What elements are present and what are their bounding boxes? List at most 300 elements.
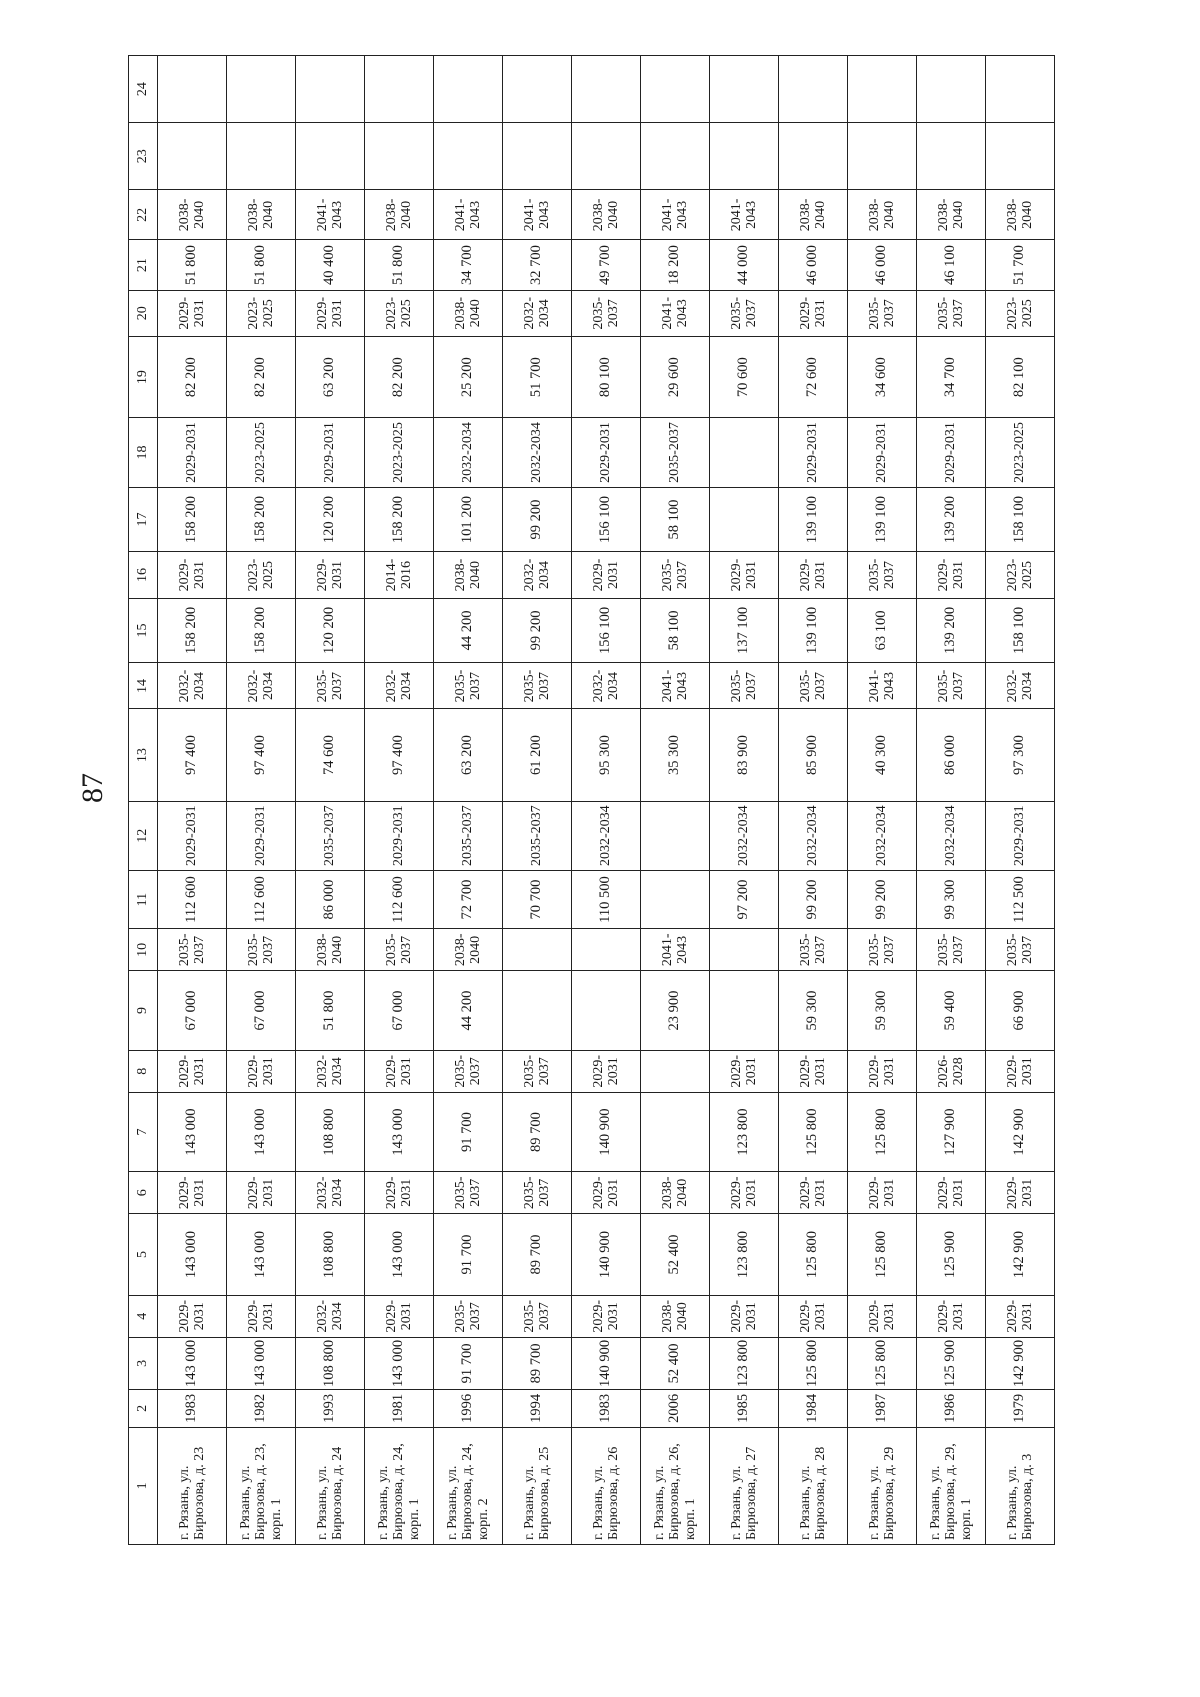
period-cell: 2029-2031 [779,290,848,336]
cell-col-13: 97 400 [365,709,434,801]
table-row [572,56,641,1545]
column-number-6: 6 [129,1172,158,1214]
address-cell: г. Рязань, ул. Бирюзова, д. 24 [296,1427,365,1544]
cell-col-5: 143 000 [365,1214,434,1296]
period-cell: 2032-2034 [503,290,572,336]
period-cell: 2029-2031 [227,1295,296,1337]
column-number-3: 3 [129,1337,158,1389]
cell-col-15: 158 200 [227,598,296,663]
cell-col-11: 70 700 [503,870,572,929]
period-cell: 2035-2037 [710,290,779,336]
table-row [986,56,1055,1545]
period-cell: 2029-2031 [158,552,227,598]
period-cell: 2029-2031 [365,801,434,870]
year-cell: 1994 [503,1390,572,1428]
cell-col-24 [641,56,710,123]
cell-col-10 [710,929,779,971]
cell-col-13: 83 900 [710,709,779,801]
period-cell: 2029-2031 [848,1050,917,1092]
period-cell: 2029-2031 [848,1295,917,1337]
table-row [365,56,434,1545]
period-cell: 2029-2031 [986,801,1055,870]
cell-col-21: 51 700 [986,240,1055,290]
cell-col-15: 99 200 [503,598,572,663]
cell-col-21: 51 800 [227,240,296,290]
period-cell: 2041-2043 [641,663,710,709]
year-cell: 1993 [296,1390,365,1428]
cell-col-9: 59 300 [848,971,917,1051]
period-cell: 2035-2037 [917,290,986,336]
cell-col-15: 44 200 [434,598,503,663]
cell-col-5: 140 900 [572,1214,641,1296]
period-cell: 2041-2043 [641,190,710,240]
period-cell: 2029-2031 [986,1050,1055,1092]
cell-col-23 [848,123,917,190]
cell-col-11: 72 700 [434,870,503,929]
column-number-11: 11 [129,870,158,929]
cell-col-15: 120 200 [296,598,365,663]
period-cell: 2035-2037 [641,552,710,598]
table-row [641,56,710,1545]
cell-col-12 [641,801,710,870]
cell-col-24 [365,56,434,123]
period-cell: 2032-2034 [158,663,227,709]
table-row [227,56,296,1545]
period-cell: 2023-2025 [986,552,1055,598]
cell-col-5: 123 800 [710,1214,779,1296]
cell-col-19: 34 600 [848,336,917,418]
period-cell: 2038-2040 [572,190,641,240]
period-cell: 2035-2037 [227,929,296,971]
cell-col-19: 82 100 [986,336,1055,418]
cell-col-13: 74 600 [296,709,365,801]
period-cell: 2035-2037 [434,1050,503,1092]
period-cell: 2032-2034 [986,663,1055,709]
period-cell: 2029-2031 [158,1172,227,1214]
period-cell: 2029-2031 [365,1172,434,1214]
cell-col-7: 143 000 [365,1092,434,1172]
period-cell: 2023-2025 [227,290,296,336]
cell-col-15: 158 200 [158,598,227,663]
period-cell: 2029-2031 [848,418,917,487]
table-row [434,56,503,1545]
cell-col-3: 142 900 [986,1337,1055,1389]
address-cell: г. Рязань, ул. Бирюзова, д. 25 [503,1427,572,1544]
cell-col-17: 139 100 [848,487,917,552]
cell-col-7: 127 900 [917,1092,986,1172]
table-row [710,56,779,1545]
cell-col-9: 23 900 [641,971,710,1051]
repair-schedule-table [128,55,1055,1545]
column-number-16: 16 [129,552,158,598]
cell-col-13: 40 300 [848,709,917,801]
period-cell: 2041-2043 [641,290,710,336]
period-cell: 2035-2037 [296,801,365,870]
cell-col-9 [572,971,641,1051]
period-cell: 2041-2043 [296,190,365,240]
period-cell: 2014-2016 [365,552,434,598]
cell-col-13: 97 400 [158,709,227,801]
cell-col-21: 51 800 [158,240,227,290]
cell-col-23 [986,123,1055,190]
period-cell: 2029-2031 [917,418,986,487]
cell-col-9 [710,971,779,1051]
cell-col-19: 80 100 [572,336,641,418]
period-cell: 2035-2037 [503,1050,572,1092]
period-cell: 2029-2031 [572,552,641,598]
column-number-4: 4 [129,1295,158,1337]
year-cell: 1985 [710,1390,779,1428]
address-cell: г. Рязань, ул. Бирюзова, д. 27 [710,1427,779,1544]
period-cell: 2032-2034 [503,552,572,598]
cell-col-7: 142 900 [986,1092,1055,1172]
table-row [779,56,848,1545]
cell-col-23 [572,123,641,190]
cell-col-3: 108 800 [296,1337,365,1389]
cell-col-5: 125 800 [779,1214,848,1296]
cell-col-17: 158 200 [365,487,434,552]
period-cell: 2032-2034 [779,801,848,870]
cell-col-15: 158 100 [986,598,1055,663]
cell-col-11: 99 300 [917,870,986,929]
cell-col-21: 44 000 [710,240,779,290]
period-cell: 2041-2043 [641,929,710,971]
period-cell: 2029-2031 [710,1295,779,1337]
cell-col-21: 40 400 [296,240,365,290]
cell-col-21: 32 700 [503,240,572,290]
cell-col-9: 44 200 [434,971,503,1051]
cell-col-5: 143 000 [227,1214,296,1296]
cell-col-7: 91 700 [434,1092,503,1172]
cell-col-15: 58 100 [641,598,710,663]
period-cell: 2029-2031 [917,1295,986,1337]
cell-col-15: 63 100 [848,598,917,663]
period-cell: 2035-2037 [503,1295,572,1337]
column-number-1: 1 [129,1427,158,1544]
column-number-10: 10 [129,929,158,971]
cell-col-11: 112 600 [158,870,227,929]
cell-col-17: 99 200 [503,487,572,552]
cell-col-11 [641,870,710,929]
cell-col-19: 63 200 [296,336,365,418]
cell-col-7: 89 700 [503,1092,572,1172]
period-cell: 2029-2031 [710,1050,779,1092]
period-cell: 2029-2031 [917,552,986,598]
cell-col-10 [572,929,641,971]
period-cell: 2035-2037 [503,663,572,709]
year-cell: 2006 [641,1390,710,1428]
cell-col-15: 139 200 [917,598,986,663]
period-cell: 2041-2043 [848,663,917,709]
period-cell: 2023-2025 [227,552,296,598]
cell-col-7: 143 000 [227,1092,296,1172]
cell-col-23 [296,123,365,190]
cell-col-5: 89 700 [503,1214,572,1296]
period-cell: 2032-2034 [917,801,986,870]
cell-col-3: 91 700 [434,1337,503,1389]
cell-col-17: 158 200 [158,487,227,552]
period-cell: 2038-2040 [434,929,503,971]
period-cell: 2035-2037 [779,663,848,709]
cell-col-7: 125 800 [779,1092,848,1172]
period-cell: 2029-2031 [158,1050,227,1092]
address-cell: г. Рязань, ул. Бирюзова, д. 23, корп. 1 [227,1427,296,1544]
column-number-13: 13 [129,709,158,801]
cell-col-8 [641,1050,710,1092]
address-cell: г. Рязань, ул. Бирюзова, д. 28 [779,1427,848,1544]
address-cell: г. Рязань, ул. Бирюзова, д. 29 [848,1427,917,1544]
period-cell: 2029-2031 [158,418,227,487]
period-cell: 2029-2031 [572,418,641,487]
cell-col-19: 82 200 [365,336,434,418]
cell-col-24 [227,56,296,123]
period-cell: 2038-2040 [641,1295,710,1337]
cell-col-23 [227,123,296,190]
period-cell: 2032-2034 [365,663,434,709]
cell-col-23 [779,123,848,190]
period-cell: 2029-2031 [365,1050,434,1092]
period-cell: 2023-2025 [986,418,1055,487]
cell-col-3: 143 000 [365,1337,434,1389]
period-cell: 2035-2037 [434,1172,503,1214]
cell-col-19: 82 200 [227,336,296,418]
cell-col-24 [848,56,917,123]
cell-col-11: 99 200 [848,870,917,929]
period-cell: 2029-2031 [848,1172,917,1214]
period-cell: 2032-2034 [296,1295,365,1337]
period-cell: 2032-2034 [572,801,641,870]
cell-col-21: 49 700 [572,240,641,290]
cell-col-3: 52 400 [641,1337,710,1389]
column-number-18: 18 [129,418,158,487]
cell-col-21: 18 200 [641,240,710,290]
period-cell: 2041-2043 [710,190,779,240]
period-cell: 2038-2040 [296,929,365,971]
cell-col-7 [641,1092,710,1172]
cell-col-5: 143 000 [158,1214,227,1296]
cell-col-9: 59 400 [917,971,986,1051]
cell-col-17: 158 200 [227,487,296,552]
cell-col-17: 120 200 [296,487,365,552]
period-cell: 2035-2037 [917,663,986,709]
period-cell: 2038-2040 [917,190,986,240]
cell-col-24 [296,56,365,123]
period-cell: 2029-2031 [296,552,365,598]
period-cell: 2041-2043 [434,190,503,240]
period-cell: 2029-2031 [779,1295,848,1337]
cell-col-9: 59 300 [779,971,848,1051]
table-body [158,56,1055,1545]
cell-col-3: 125 900 [917,1337,986,1389]
cell-col-23 [365,123,434,190]
period-cell: 2035-2037 [641,418,710,487]
cell-col-11: 112 500 [986,870,1055,929]
period-cell: 2029-2031 [158,801,227,870]
period-cell: 2032-2034 [296,1172,365,1214]
period-cell: 2029-2031 [296,290,365,336]
column-number-22: 22 [129,190,158,240]
cell-col-15: 139 100 [779,598,848,663]
cell-col-5: 52 400 [641,1214,710,1296]
period-cell: 2035-2037 [917,929,986,971]
cell-col-3: 143 000 [158,1337,227,1389]
period-cell: 2029-2031 [158,290,227,336]
cell-col-17: 139 100 [779,487,848,552]
year-cell: 1996 [434,1390,503,1428]
cell-col-10 [503,929,572,971]
cell-col-13: 95 300 [572,709,641,801]
cell-col-7: 108 800 [296,1092,365,1172]
cell-col-18 [710,418,779,487]
period-cell: 2035-2037 [779,929,848,971]
cell-col-13: 61 200 [503,709,572,801]
period-cell: 2029-2031 [365,1295,434,1337]
table-row [296,56,365,1545]
cell-col-24 [779,56,848,123]
period-cell: 2029-2031 [158,1295,227,1337]
period-cell: 2029-2031 [779,552,848,598]
column-number-5: 5 [129,1214,158,1296]
cell-col-21: 51 800 [365,240,434,290]
period-cell: 2035-2037 [848,929,917,971]
cell-col-17: 101 200 [434,487,503,552]
cell-col-5: 91 700 [434,1214,503,1296]
period-cell: 2023-2025 [365,290,434,336]
address-cell: г. Рязань, ул. Бирюзова, д. 24, корп. 2 [434,1427,503,1544]
period-cell: 2038-2040 [158,190,227,240]
cell-col-23 [158,123,227,190]
column-number-8: 8 [129,1050,158,1092]
period-cell: 2026-2028 [917,1050,986,1092]
period-cell: 2029-2031 [779,1172,848,1214]
cell-col-24 [710,56,779,123]
period-cell: 2023-2025 [227,418,296,487]
period-cell: 2029-2031 [710,1172,779,1214]
table-row [917,56,986,1545]
cell-col-13: 35 300 [641,709,710,801]
column-number-19: 19 [129,336,158,418]
period-cell: 2032-2034 [572,663,641,709]
cell-col-11: 112 600 [227,870,296,929]
period-cell: 2032-2034 [296,1050,365,1092]
address-cell: г. Рязань, ул. Бирюзова, д. 3 [986,1427,1055,1544]
period-cell: 2035-2037 [848,552,917,598]
cell-col-5: 125 800 [848,1214,917,1296]
year-cell: 1983 [158,1390,227,1428]
period-cell: 2032-2034 [227,663,296,709]
period-cell: 2029-2031 [710,552,779,598]
period-cell: 2041-2043 [503,190,572,240]
cell-col-17 [710,487,779,552]
cell-col-19: 51 700 [503,336,572,418]
cell-col-11: 110 500 [572,870,641,929]
cell-col-21: 46 000 [848,240,917,290]
period-cell: 2023-2025 [365,418,434,487]
cell-col-13: 86 000 [917,709,986,801]
cell-col-11: 99 200 [779,870,848,929]
cell-col-9: 67 000 [365,971,434,1051]
column-number-24: 24 [129,56,158,123]
cell-col-9: 66 900 [986,971,1055,1051]
address-cell: г. Рязань, ул. Бирюзова, д. 29, корп. 1 [917,1427,986,1544]
cell-col-24 [434,56,503,123]
period-cell: 2038-2040 [227,190,296,240]
cell-col-11: 112 600 [365,870,434,929]
period-cell: 2038-2040 [434,552,503,598]
cell-col-15 [365,598,434,663]
period-cell: 2035-2037 [434,663,503,709]
year-cell: 1981 [365,1390,434,1428]
year-cell: 1984 [779,1390,848,1428]
cell-col-5: 125 900 [917,1214,986,1296]
period-cell: 2032-2034 [503,418,572,487]
period-cell: 2029-2031 [227,1050,296,1092]
period-cell: 2035-2037 [365,929,434,971]
period-cell: 2035-2037 [572,290,641,336]
cell-col-9: 67 000 [158,971,227,1051]
cell-col-24 [158,56,227,123]
cell-col-3: 143 000 [227,1337,296,1389]
period-cell: 2029-2031 [779,418,848,487]
period-cell: 2029-2031 [227,1172,296,1214]
cell-col-3: 140 900 [572,1337,641,1389]
cell-col-3: 89 700 [503,1337,572,1389]
cell-col-19: 82 200 [158,336,227,418]
address-cell: г. Рязань, ул. Бирюзова, д. 23 [158,1427,227,1544]
page-number: 87 [76,773,109,803]
period-cell: 2029-2031 [572,1172,641,1214]
cell-col-9: 67 000 [227,971,296,1051]
cell-col-9 [503,971,572,1051]
period-cell: 2032-2034 [710,801,779,870]
cell-col-23 [641,123,710,190]
period-cell: 2038-2040 [986,190,1055,240]
cell-col-5: 142 900 [986,1214,1055,1296]
cell-col-13: 85 900 [779,709,848,801]
cell-col-23 [434,123,503,190]
period-cell: 2029-2031 [986,1172,1055,1214]
period-cell: 2023-2025 [986,290,1055,336]
year-cell: 1986 [917,1390,986,1428]
period-cell: 2035-2037 [986,929,1055,971]
period-cell: 2032-2034 [848,801,917,870]
period-cell: 2029-2031 [572,1050,641,1092]
cell-col-17: 58 100 [641,487,710,552]
column-number-15: 15 [129,598,158,663]
cell-col-7: 140 900 [572,1092,641,1172]
address-cell: г. Рязань, ул. Бирюзова, д. 26, корп. 1 [641,1427,710,1544]
cell-col-3: 123 800 [710,1337,779,1389]
period-cell: 2038-2040 [434,290,503,336]
cell-col-13: 97 400 [227,709,296,801]
cell-col-19: 29 600 [641,336,710,418]
year-cell: 1983 [572,1390,641,1428]
cell-col-9: 51 800 [296,971,365,1051]
period-cell: 2029-2031 [917,1172,986,1214]
cell-col-7: 125 800 [848,1092,917,1172]
period-cell: 2029-2031 [779,1050,848,1092]
column-number-2: 2 [129,1390,158,1428]
column-number-row [129,56,158,1545]
cell-col-21: 46 100 [917,240,986,290]
cell-col-15: 137 100 [710,598,779,663]
cell-col-5: 108 800 [296,1214,365,1296]
cell-col-23 [710,123,779,190]
column-number-17: 17 [129,487,158,552]
cell-col-21: 46 000 [779,240,848,290]
cell-col-19: 72 600 [779,336,848,418]
period-cell: 2038-2040 [779,190,848,240]
